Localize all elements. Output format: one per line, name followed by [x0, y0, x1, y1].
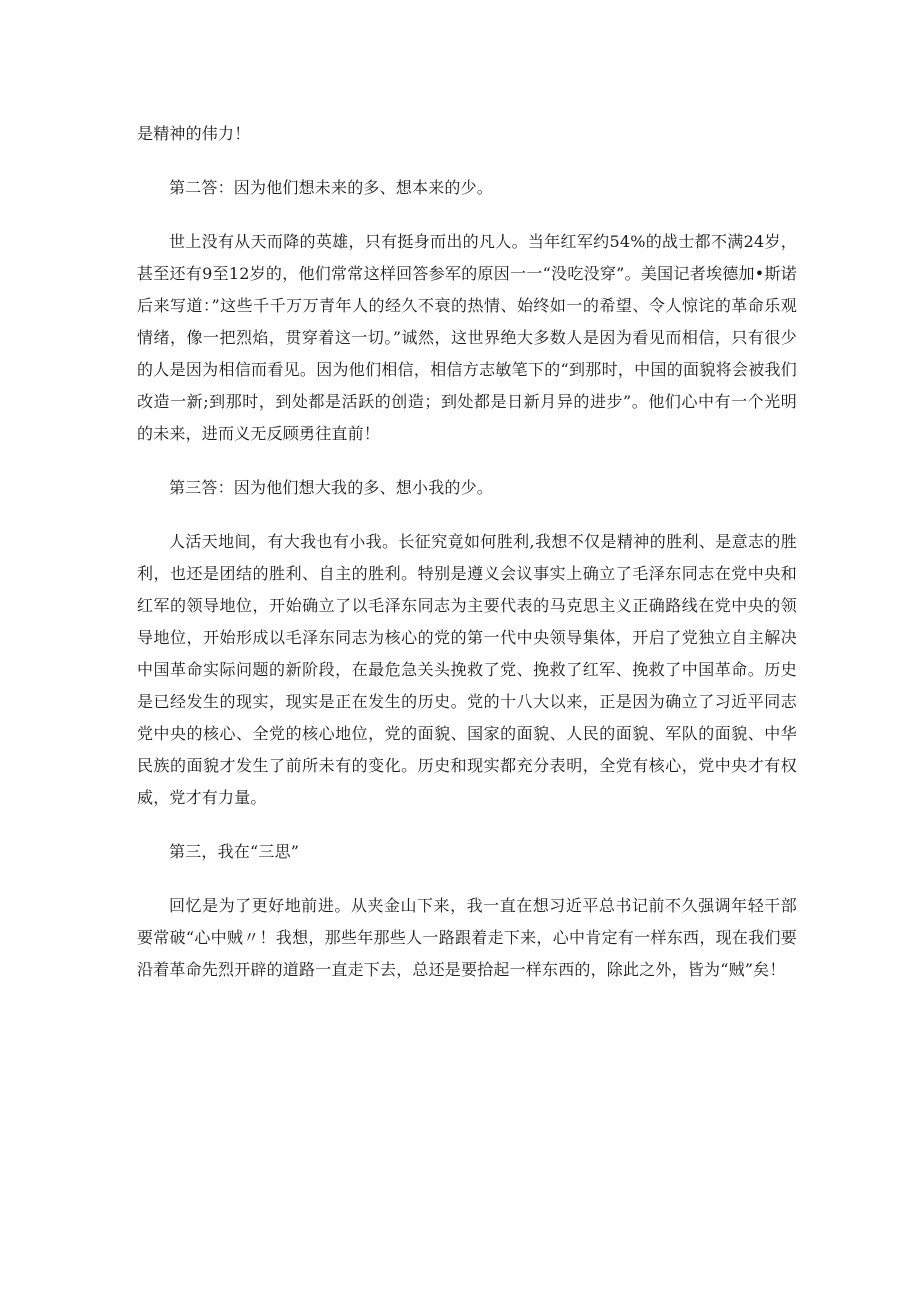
paragraph-third-section-heading: 第三，我在“三思” — [169, 842, 300, 861]
document-page — [137, 118, 797, 986]
paragraph-third-section-body: 回忆是为了更好地前进。从夹金山下来，我一直在想习近平总书记前不久强调年轻干部要常破“心中贼〃！我想，那些年那些人一路跟着走下来，心中肯定有一样东西，现在我们要沿着革命先烈开辟的道路一直走下去，总还是要拾起一样东西的，除此之外，皆为“贼”矣！ — [137, 896, 797, 979]
paragraph-second-answer-body: 世上没有从天而降的英雄，只有挺身而出的凡人。当年红军约54%的战士都不满24岁，甚至还有9至12岁的，他们常常这样回答参军的原因一一“没吃没穿”。美国记者埃德加•斯诺后来写道：”这些千千万万青年人的经久不衰的热情、始终如一的希望、令人惊诧的革命乐观情绪，像一把烈焰，贯穿着这一切。”诚然，这世界绝大多数人是因为看见而相信，只有很少的人是因为相信而看见。因为他们相信，相信方志敏笔下的“到那时，中国的面貌将会被我们改造一新;到那时，到处都是活跃的创造；到处都是日新月异的进步”。他们心中有一个光明的未来，进而义无反顾勇往直前！ — [137, 232, 797, 443]
paragraph-third-answer-body: 人活天地间，有大我也有小我。长征究竟如何胜利,我想不仅是精神的胜利、是意志的胜利，也还是团结的胜利、自主的胜利。特别是遵义会议事实上确立了毛泽东同志在党中央和红军的领导地位，开始确立了以毛泽东同志为主要代表的马克思主义正确路线在党中央的领导地位，开始形成以毛泽东同志为核心的党的第一代中央领导集体，开启了党独立自主解决中国革命实际问题的新阶段，在最危急关头挽救了党、挽救了红军、挽救了中国革命。历史是已经发生的现实，现实是正在发生的历史。党的十八大以来，正是因为确立了习近平同志党中央的核心、全党的核心地位，党的面貌、国家的面貌、人民的面貌、军队的面貌、中华民族的面貌才发生了前所未有的变化。历史和现实都充分表明，全党有核心，党中央才有权威，党才有力量。 — [137, 532, 797, 807]
paragraph-third-answer-heading: 第三答：因为他们想大我的多、想小我的少。 — [169, 478, 494, 497]
paragraph-second-answer-heading: 第二答：因为他们想未来的多、想本来的少。 — [169, 178, 494, 197]
paragraph-closing-line: 是精神的伟力！ — [137, 124, 251, 143]
